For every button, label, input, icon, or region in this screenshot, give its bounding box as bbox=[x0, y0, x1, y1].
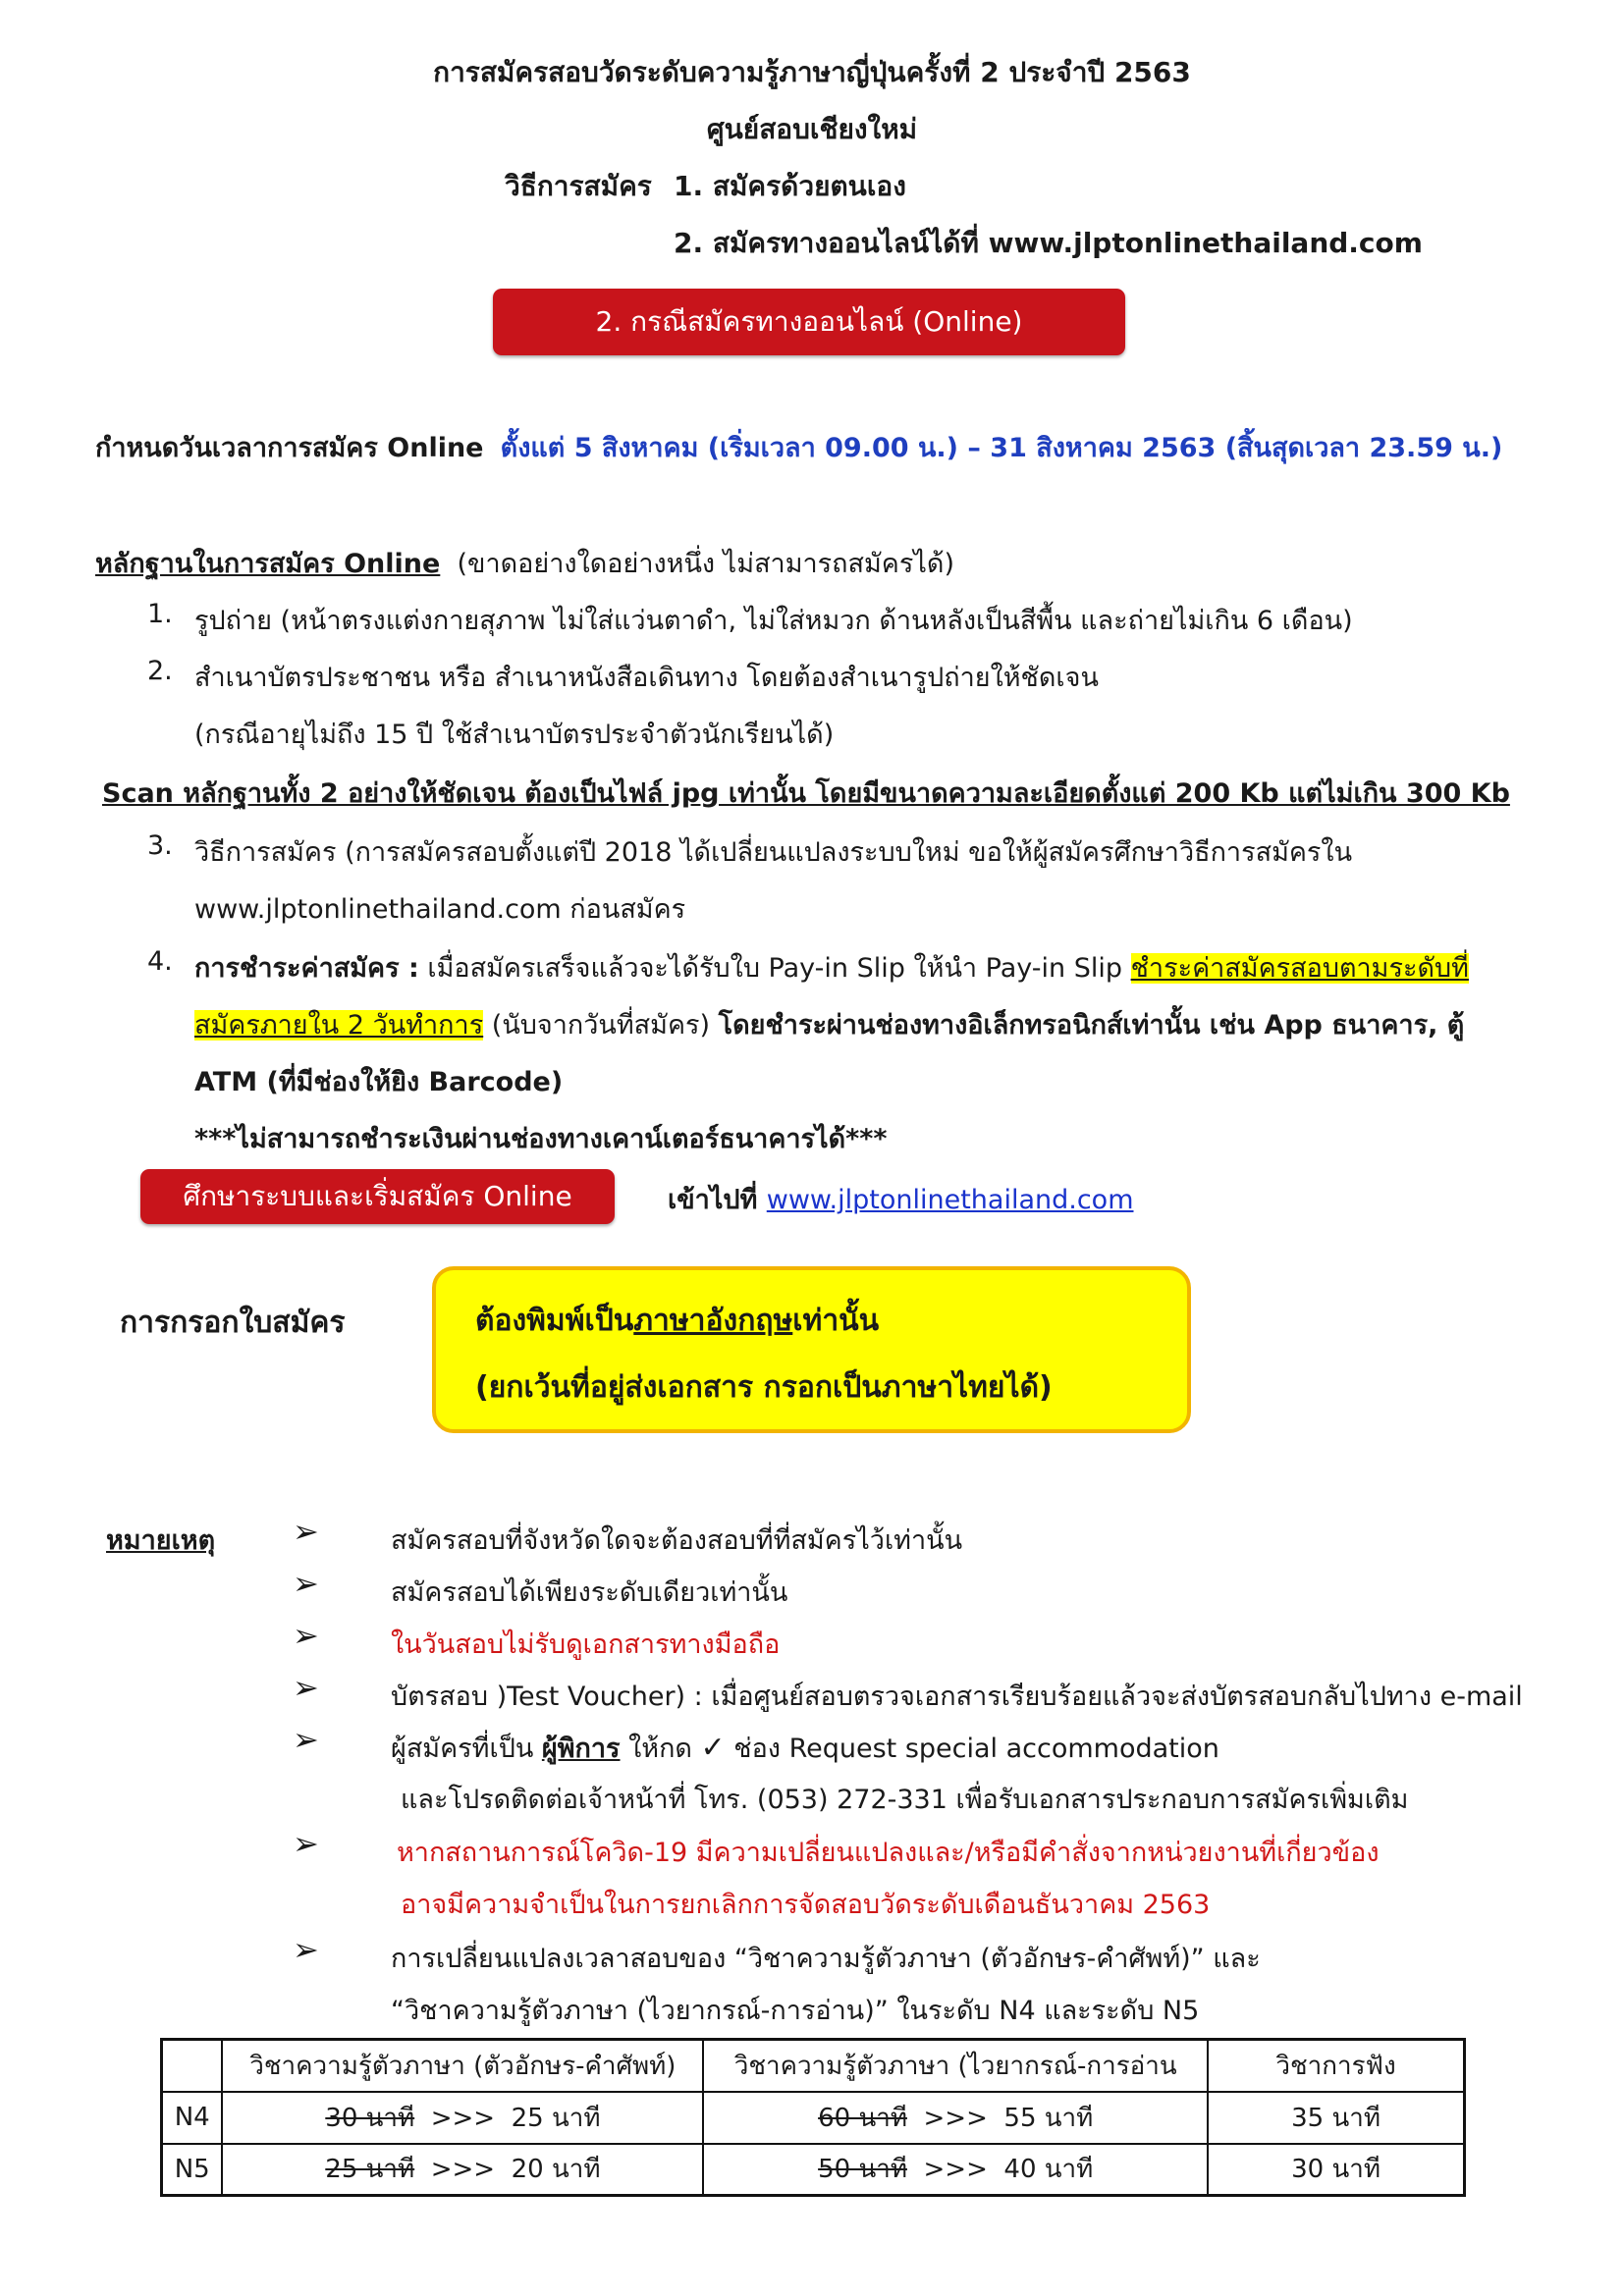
evidence-item-3: วิธีการสมัคร (การสมัครสอบตั้งแต่ปี 2018 ได้เปลี่ยนแปลงระบบใหม่ ขอให้ผู้สมัครศึกษาวิธีการสมัครใน bbox=[194, 837, 1353, 868]
form-instruction-english: ภาษาอังกฤษ bbox=[633, 1304, 793, 1338]
vocab-time-cell bbox=[222, 2144, 703, 2196]
form-label: การกรอกใบสมัคร bbox=[120, 1306, 346, 1340]
table-header-cell: วิชาความรู้ตัวภาษา (ตัวอักษร-คำศัพท์) bbox=[222, 2040, 703, 2092]
table-header-row bbox=[162, 2040, 1465, 2092]
period-label: กำหนดวันเวลาการสมัคร Online bbox=[95, 433, 484, 463]
form-instruction-box bbox=[432, 1266, 1191, 1433]
evidence-item-3-number: 3. bbox=[147, 830, 173, 861]
payment-highlight-1: ชำระค่าสมัครสอบตามระดับที่ bbox=[1130, 953, 1469, 984]
new-time: 40 นาที bbox=[1003, 2155, 1094, 2185]
note-5a: ผู้สมัครที่เป็น bbox=[391, 1734, 542, 1764]
evidence-item-4-line-2 bbox=[194, 1003, 1464, 1045]
table-row bbox=[162, 2092, 1465, 2144]
listening-time-cell: 30 นาที bbox=[1208, 2144, 1464, 2196]
arrow-sep: >>> bbox=[430, 2103, 496, 2133]
note-2: สมัครสอบได้เพียงระดับเดียวเท่านั้น bbox=[391, 1577, 788, 1608]
grammar-time-cell bbox=[703, 2144, 1208, 2196]
arrow-bullet-icon: ➢ bbox=[293, 1513, 319, 1550]
form-instruction-line-2: (ยกเว้นที่อยู่ส่งเอกสาร กรอกเป็นภาษาไทยได้) bbox=[475, 1370, 1053, 1405]
evidence-heading: หลักฐานในการสมัคร Online bbox=[95, 549, 441, 579]
method-1: 1. สมัครด้วยตนเอง bbox=[674, 170, 906, 202]
scan-note: Scan หลักฐานทั้ง 2 อย่างให้ชัดเจน ต้องเป็นไฟล์ jpg เท่านั้น โดยมีขนาดความละเอียดตั้งแต่ 200 Kb แต่ไม่เกิน 300 Kb bbox=[102, 778, 1510, 809]
payment-label: การชำระค่าสมัคร : bbox=[194, 953, 419, 984]
note-3: ในวันสอบไม่รับดูเอกสารทางมือถือ bbox=[391, 1629, 781, 1660]
new-time: 55 นาที bbox=[1003, 2103, 1094, 2133]
arrow-bullet-icon: ➢ bbox=[293, 1825, 319, 1862]
arrow-bullet-icon: ➢ bbox=[293, 1721, 319, 1758]
old-time: 50 นาที bbox=[818, 2155, 907, 2185]
payment-text-2: (นับจากวันที่สมัคร) bbox=[483, 1010, 719, 1041]
level-cell: N5 bbox=[162, 2144, 223, 2196]
payment-text: เมื่อสมัครเสร็จแล้วจะได้รับใบ Pay-in Slip ให้นำ Pay-in Slip bbox=[418, 953, 1131, 984]
method-label: วิธีการสมัคร bbox=[505, 170, 652, 202]
goto-label: เข้าไปที่ bbox=[668, 1185, 767, 1215]
note-5 bbox=[391, 1727, 1219, 1769]
note-1: สมัครสอบที่จังหวัดใดจะต้องสอบที่ที่สมัครไว้เท่านั้น bbox=[391, 1525, 963, 1556]
period-line bbox=[95, 426, 1502, 468]
table-row bbox=[162, 2144, 1465, 2196]
note-5c: ช่อง Request special accommodation bbox=[725, 1734, 1219, 1764]
new-time: 25 นาที bbox=[511, 2103, 601, 2133]
period-value: ตั้งแต่ 5 สิงหาคม (เริ่มเวลา 09.00 น.) – 31 สิงหาคม 2563 (สิ้นสุดเวลา 23.59 น.) bbox=[500, 433, 1503, 463]
arrow-sep: >>> bbox=[430, 2155, 496, 2185]
note-6: หากสถานการณ์โควิด-19 มีความเปลี่ยนแปลงและ/หรือมีคำสั่งจากหน่วยงานที่เกี่ยวข้อง bbox=[397, 1838, 1380, 1868]
evidence-item-2: สำเนาบัตรประชาชน หรือ สำเนาหนังสือเดินทาง โดยต้องสำเนารูปถ่ายให้ชัดเจน bbox=[194, 663, 1099, 693]
grammar-time-cell bbox=[703, 2092, 1208, 2144]
notes-label: หมายเหตุ bbox=[106, 1525, 216, 1556]
note-7-cont: “วิชาความรู้ตัวภาษา (ไวยากรณ์-การอ่าน)” ในระดับ N4 และระดับ N5 bbox=[391, 1996, 1200, 2026]
note-6-cont: อาจมีความจำเป็นในการยกเลิกการจัดสอบวัดระดับเดือนธันวาคม 2563 bbox=[401, 1890, 1211, 1920]
exam-time-table bbox=[160, 2038, 1466, 2197]
exam-center: ศูนย์สอบเชียงใหม่ bbox=[706, 113, 918, 145]
evidence-heading-note: (ขาดอย่างใดอย่างหนึ่ง ไม่สามารถสมัครได้) bbox=[457, 549, 955, 579]
study-online-button[interactable]: ศึกษาระบบและเริ่มสมัคร Online bbox=[140, 1169, 615, 1224]
arrow-bullet-icon: ➢ bbox=[293, 1617, 319, 1654]
evidence-item-4-line-1 bbox=[194, 946, 1469, 988]
note-5-cont: และโปรดติดต่อเจ้าหน้าที่ โทร. (053) 272-331 เพื่อรับเอกสารประกอบการสมัครเพิ่มเติม bbox=[401, 1785, 1409, 1815]
vocab-time-cell bbox=[222, 2092, 703, 2144]
level-cell: N4 bbox=[162, 2092, 223, 2144]
table-header-cell: วิชาการฟัง bbox=[1208, 2040, 1464, 2092]
payment-atm: ATM (ที่มีช่องให้ยิง Barcode) bbox=[194, 1067, 564, 1097]
note-5b: ให้กด bbox=[620, 1734, 701, 1764]
payment-channel: โดยชำระผ่านช่องทางอิเล็กทรอนิกส์เท่านั้น เช่น App ธนาคาร, ตู้ bbox=[718, 1010, 1465, 1041]
arrow-bullet-icon: ➢ bbox=[293, 1565, 319, 1602]
new-time: 20 นาที bbox=[511, 2155, 601, 2185]
arrow-bullet-icon: ➢ bbox=[293, 1931, 319, 1968]
document-title: การสมัครสอบวัดระดับความรู้ภาษาญี่ปุ่นครั้งที่ 2 ประจำปี 2563 bbox=[433, 56, 1191, 88]
payment-highlight-2: สมัครภายใน 2 วันทำการ bbox=[194, 1010, 484, 1041]
arrow-bullet-icon: ➢ bbox=[293, 1669, 319, 1706]
evidence-item-2-cont: (กรณีอายุไม่ถึง 15 ปี ใช้สำเนาบัตรประจำตัวนักเรียนได้) bbox=[194, 720, 835, 750]
checkmark-icon: ✓ bbox=[700, 1731, 726, 1765]
table-header-cell bbox=[162, 2040, 223, 2092]
evidence-heading-line bbox=[95, 542, 954, 584]
note-4: บัตรสอบ )Test Voucher) : เมื่อศูนย์สอบตรวจเอกสารเรียบร้อยแล้วจะส่งบัตรสอบกลับไปทาง e-mail bbox=[391, 1682, 1523, 1712]
old-time: 60 นาที bbox=[818, 2103, 907, 2133]
jlpt-online-link[interactable]: www.jlptonlinethailand.com bbox=[766, 1185, 1134, 1215]
old-time: 25 นาที bbox=[325, 2155, 415, 2185]
goto-line bbox=[668, 1178, 1134, 1220]
form-instruction-line-1 bbox=[475, 1298, 879, 1344]
form-instruction-1b: เท่านั้น bbox=[792, 1304, 880, 1338]
evidence-item-2-number: 2. bbox=[147, 656, 173, 686]
listening-time-cell: 35 นาที bbox=[1208, 2092, 1464, 2144]
evidence-item-3-cont: www.jlptonlinethailand.com ก่อนสมัคร bbox=[194, 894, 686, 925]
evidence-item-1: รูปถ่าย (หน้าตรงแต่งกายสุภาพ ไม่ใส่แว่นตาดำ, ไม่ใส่หมวก ด้านหลังเป็นสีพื้น และถ่ายไม่เกิน 6 เดือน) bbox=[194, 606, 1353, 636]
form-instruction-1a: ต้องพิมพ์เป็น bbox=[475, 1304, 634, 1338]
evidence-item-1-number: 1. bbox=[147, 599, 173, 629]
note-7: การเปลี่ยนแปลงเวลาสอบของ “วิชาความรู้ตัวภาษา (ตัวอักษร-คำศัพท์)” และ bbox=[391, 1944, 1261, 1974]
arrow-sep: >>> bbox=[923, 2155, 988, 2185]
table-header-cell: วิชาความรู้ตัวภาษา (ไวยากรณ์-การอ่าน bbox=[703, 2040, 1208, 2092]
arrow-sep: >>> bbox=[923, 2103, 988, 2133]
evidence-item-4-number: 4. bbox=[147, 946, 173, 977]
method-2: 2. สมัครทางออนไลน์ได้ที่ www.jlptonlinethailand.com bbox=[674, 227, 1423, 259]
old-time: 30 นาที bbox=[325, 2103, 415, 2133]
no-counter-note: ***ไม่สามารถชำระเงินผ่านช่องทางเคาน์เตอร์ธนาคารได้*** bbox=[194, 1124, 888, 1154]
online-banner: 2. กรณีสมัครทางออนไลน์ (Online) bbox=[493, 289, 1125, 355]
note-5-disabled: ผู้พิการ bbox=[541, 1734, 621, 1764]
